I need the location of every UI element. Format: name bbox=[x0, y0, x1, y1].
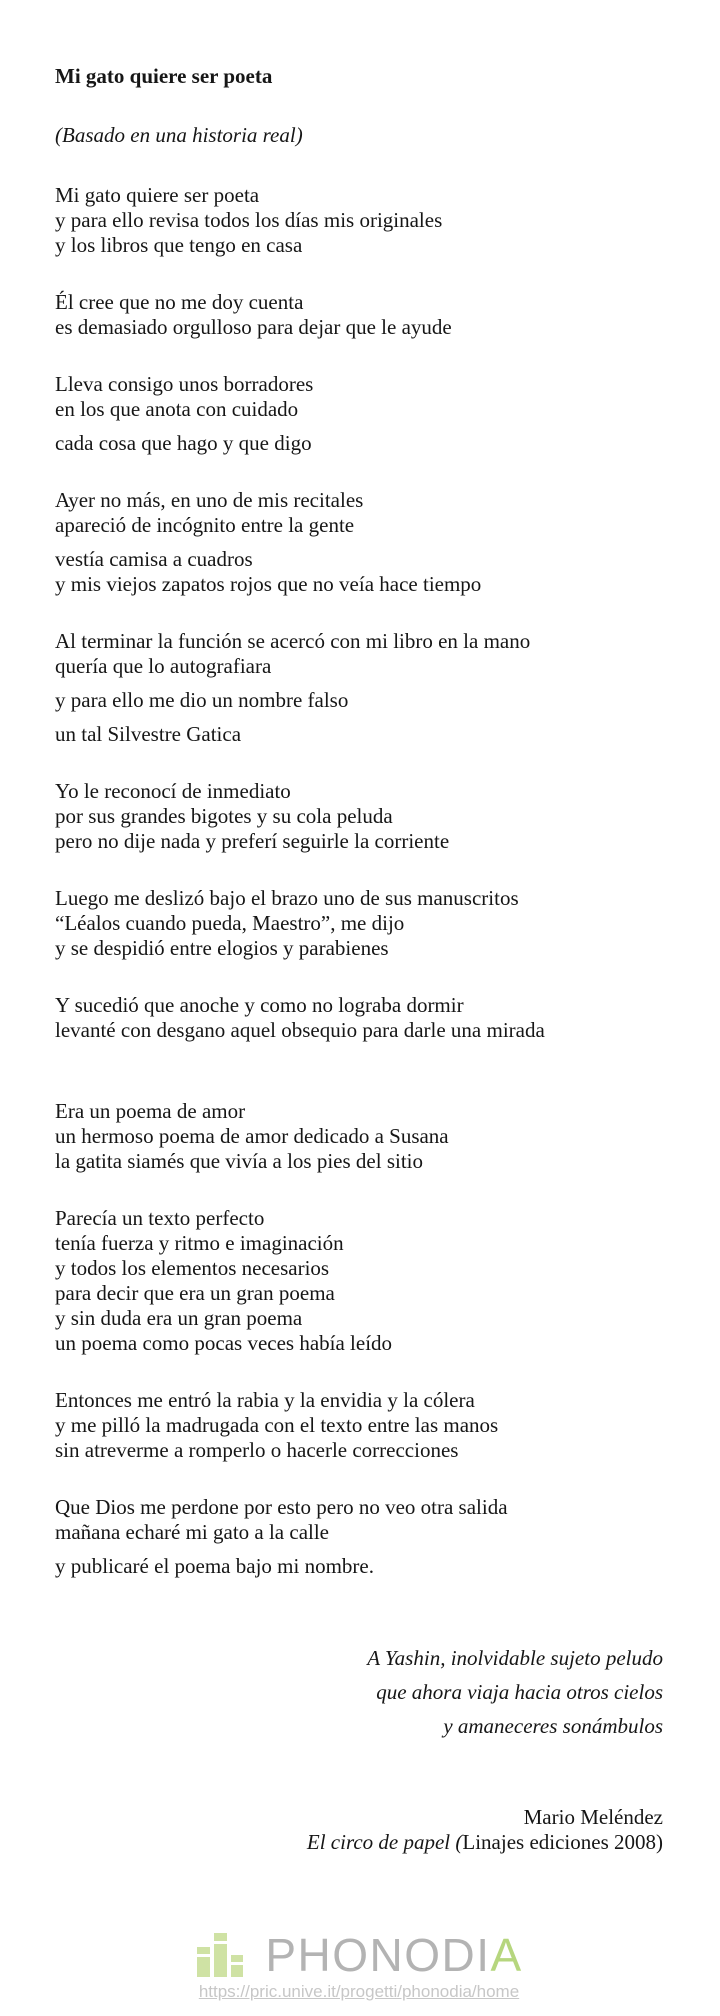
wordmark-gray: PHONODI bbox=[265, 1929, 491, 1981]
author-block bbox=[55, 1805, 663, 1855]
poem-stanza: vestía camisa a cuadros y mis viejos zapatos rojos que no veía hace tiempo bbox=[55, 547, 482, 596]
poem-stanza: Mi gato quiere ser poeta y para ello revisa todos los días mis originales y los libros que tengo en casa bbox=[55, 183, 443, 257]
phonodia-link[interactable]: https://pric.unive.it/progetti/phonodia/home bbox=[198, 1982, 520, 2001]
poem-stanza: Yo le reconocí de inmediato por sus grandes bigotes y su cola peluda pero no dije nada y preferí seguirle la corriente bbox=[55, 779, 450, 853]
poem-stanza: un tal Silvestre Gatica bbox=[55, 722, 242, 746]
poem-title: Mi gato quiere ser poeta bbox=[55, 64, 273, 88]
poem-stanza: Que Dios me perdone por esto pero no veo otra salida mañana echaré mi gato a la calle bbox=[55, 1495, 508, 1544]
work-citation bbox=[55, 1830, 663, 1855]
poem-stanza: y para ello me dio un nombre falso bbox=[55, 688, 349, 712]
poem-stanza: Él cree que no me doy cuenta es demasiado orgulloso para dejar que le ayude bbox=[55, 290, 452, 339]
poem-stanza: cada cosa que hago y que digo bbox=[55, 431, 312, 455]
poem-stanza: Luego me deslizó bajo el brazo uno de sus manuscritos “Léalos cuando pueda, Maestro”, me dijo y se despidió entre elogios y parabienes bbox=[55, 886, 519, 960]
poem-stanza: Lleva consigo unos borradores en los que anota con cuidado bbox=[55, 372, 314, 421]
poem-body bbox=[55, 183, 663, 1579]
poem-stanza: Parecía un texto perfecto tenía fuerza y ritmo e imaginación y todos los elementos necesarios para decir que era un gran poema y sin duda era un gran poema un poema como pocas veces había leído bbox=[55, 1206, 393, 1355]
author-name: Mario Meléndez bbox=[523, 1805, 663, 1829]
dedication bbox=[55, 1641, 663, 1743]
poem-stanza: Ayer no más, en uno de mis recitales apareció de incógnito entre la gente bbox=[55, 488, 364, 537]
phonodia-wordmark bbox=[265, 1929, 523, 1981]
work-title: El circo de papel ( bbox=[306, 1830, 463, 1854]
wordmark-green-a: A bbox=[490, 1929, 523, 1981]
poem-subtitle: (Basado en una historia real) bbox=[55, 123, 303, 147]
equalizer-bars-icon bbox=[195, 1933, 243, 1977]
poem-stanza: Y sucedió que anoche y como no lograba dormir levanté con desgano aquel obsequio para darle una mirada bbox=[55, 993, 545, 1042]
poem-stanza: Entonces me entró la rabia y la envidia y la cólera y me pilló la madrugada con el texto entre las manos sin atreverme a romperlo o hacerle correcciones bbox=[55, 1388, 499, 1462]
dedication-line: que ahora viaja hacia otros cielos bbox=[376, 1680, 663, 1704]
work-publisher: Linajes ediciones 2008) bbox=[462, 1830, 663, 1854]
dedication-line: A Yashin, inolvidable sujeto peludo bbox=[367, 1646, 663, 1670]
dedication-line: y amaneceres sonámbulos bbox=[443, 1714, 663, 1738]
poem-stanza: Al terminar la función se acercó con mi libro en la mano quería que lo autografiara bbox=[55, 629, 531, 678]
phonodia-footer bbox=[55, 1929, 663, 2002]
poem-stanza: Era un poema de amor un hermoso poema de amor dedicado a Susana la gatita siamés que vivía a los pies del sitio bbox=[55, 1099, 449, 1173]
phonodia-logo bbox=[55, 1929, 663, 1981]
poem-stanza: y publicaré el poema bajo mi nombre. bbox=[55, 1554, 374, 1578]
